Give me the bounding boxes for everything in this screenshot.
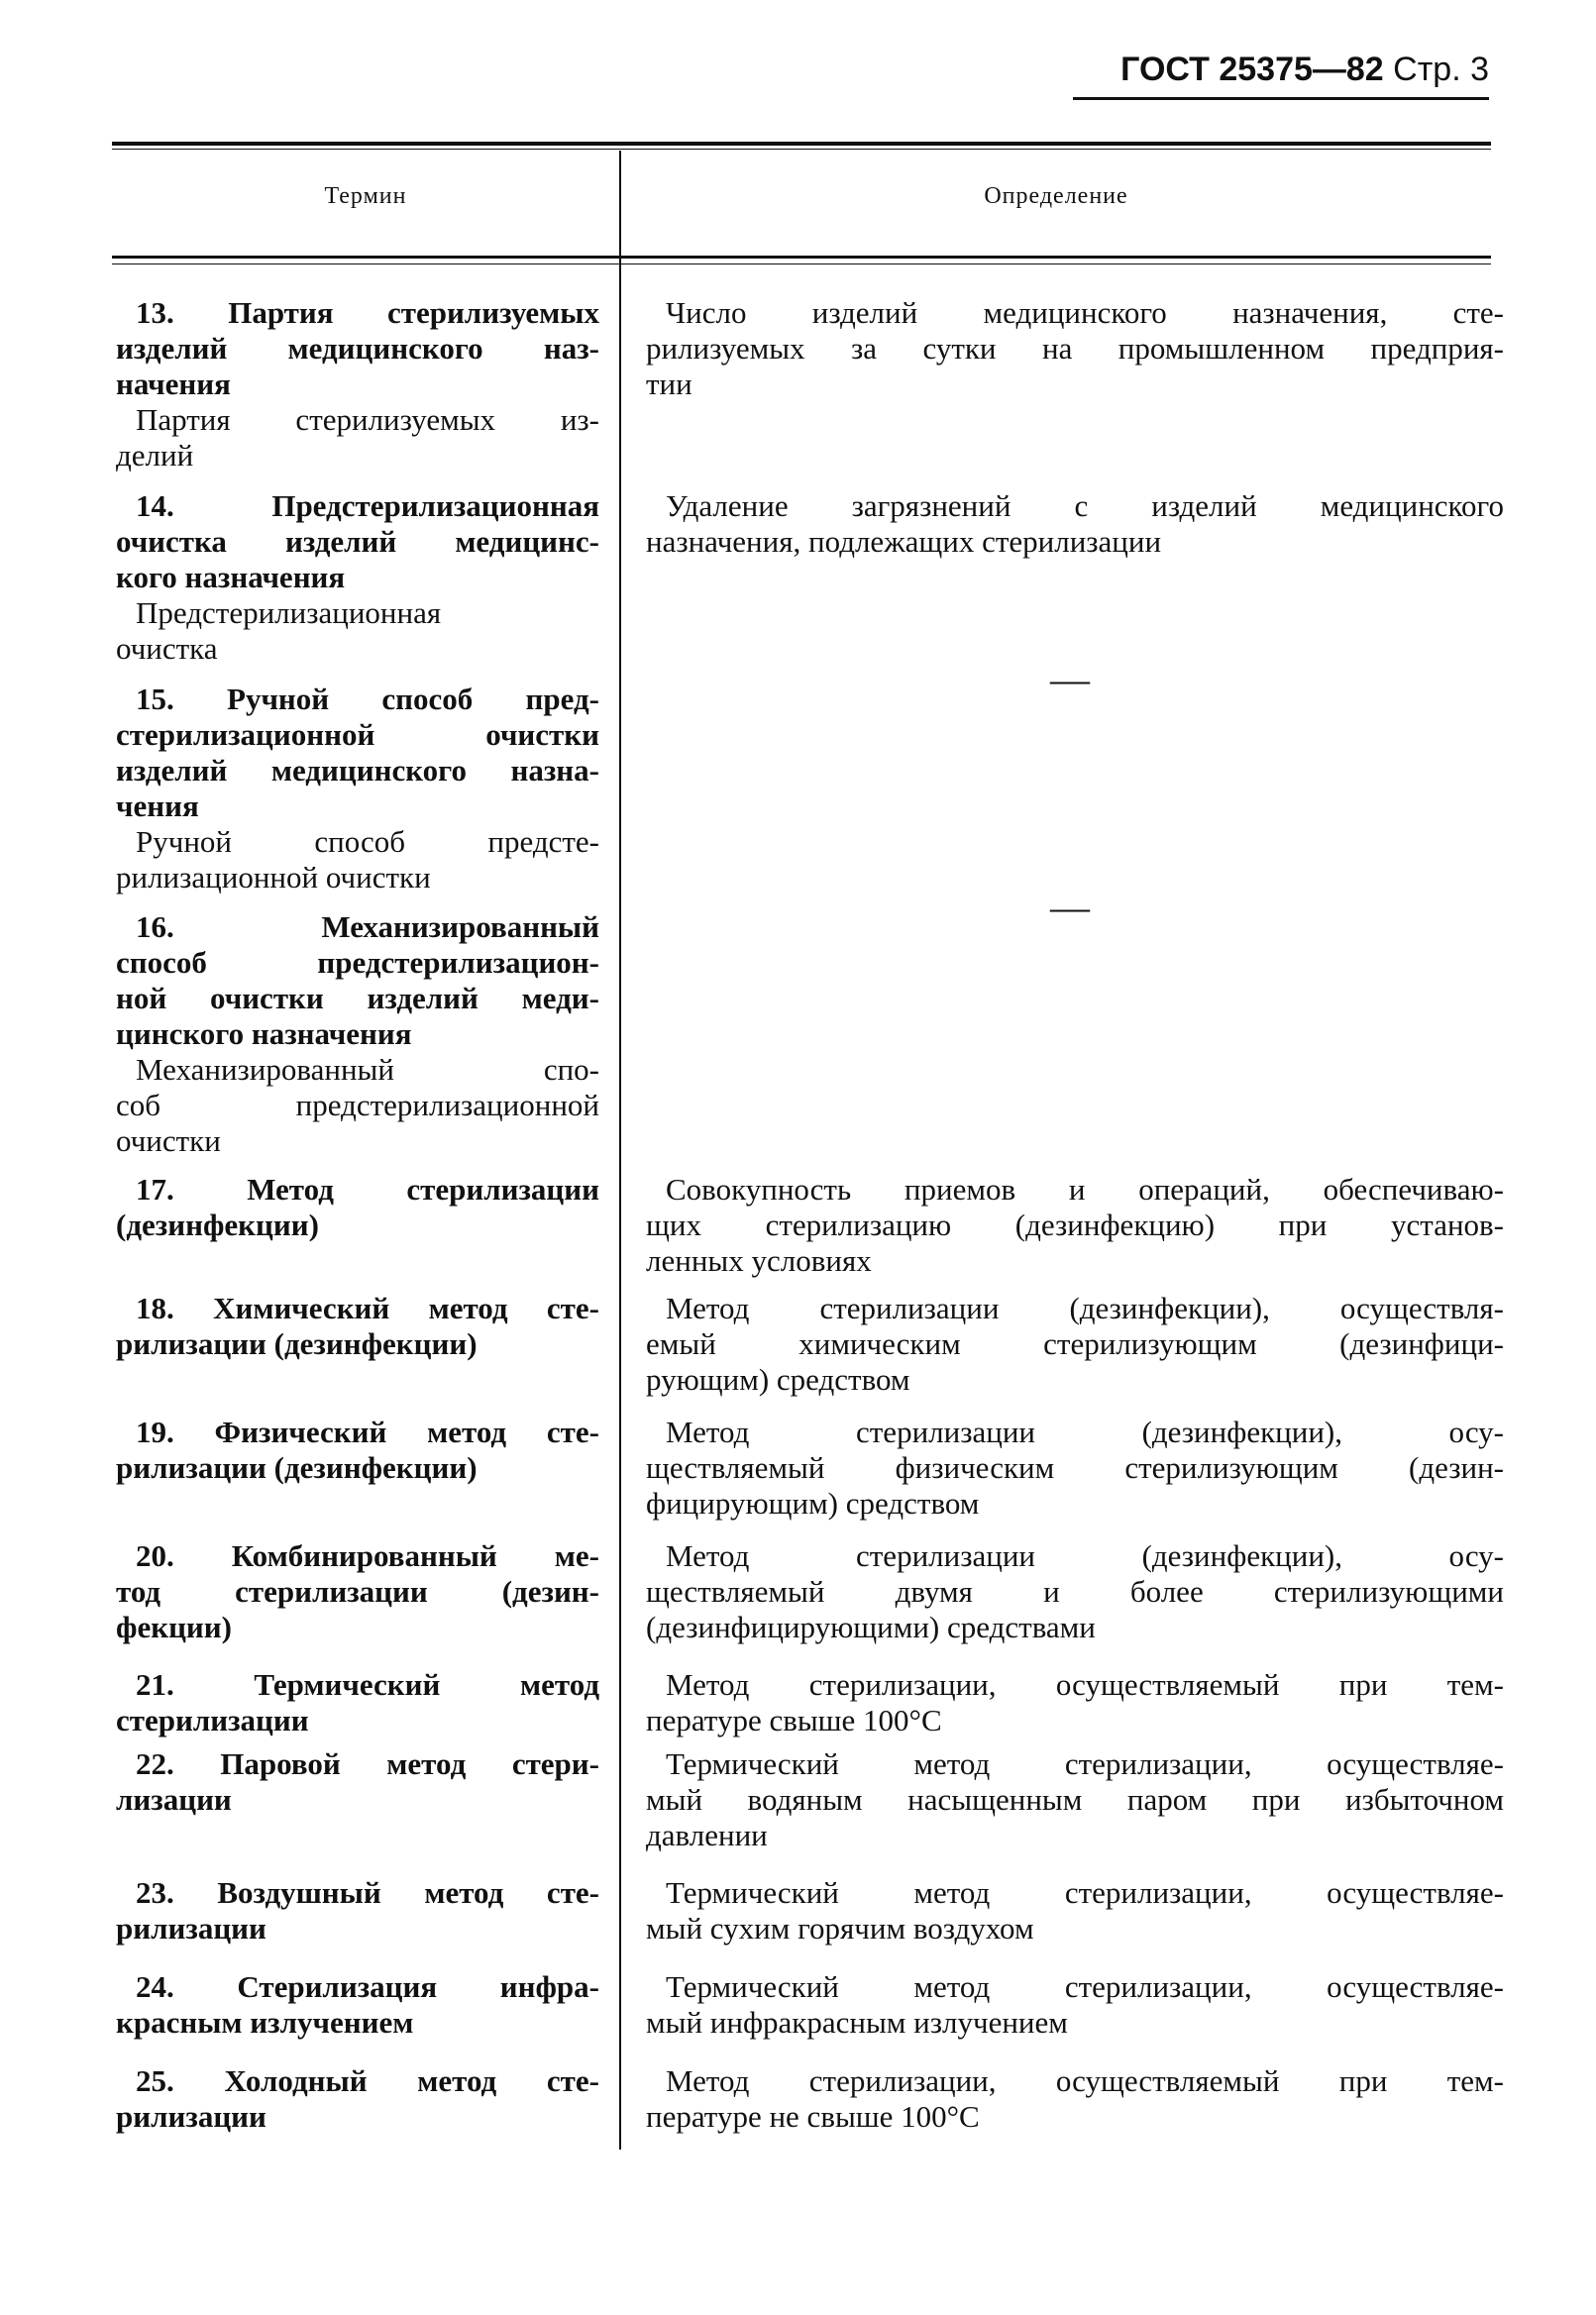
page-number: Стр. 3	[1393, 51, 1489, 88]
term-synonym-line: делий	[116, 438, 194, 473]
definition-line: Удаление загрязнений с изделий медицинского	[666, 488, 1504, 523]
term-line: фекции)	[116, 1610, 232, 1644]
term-line: 24. Стерилизация инфра-	[136, 1969, 599, 2004]
term-synonym-line: соб предстерилизационной	[116, 1088, 599, 1122]
definition-cell	[646, 1969, 1504, 2041]
term-line: лизации	[116, 1782, 232, 1817]
definition-cell	[646, 1538, 1504, 1645]
term-cell	[116, 1172, 599, 1243]
definition-line: (дезинфицирующими) средствами	[646, 1610, 1096, 1644]
column-divider	[619, 151, 621, 2150]
term-cell	[116, 682, 599, 895]
term-line: 21. Термический метод	[136, 1667, 599, 1702]
definition-line: ществляемый физическим стерилизующим (дезин-	[646, 1450, 1504, 1485]
definition-line: рующим) средством	[646, 1362, 910, 1397]
term-line: чения	[116, 789, 199, 823]
definition-cell	[646, 295, 1504, 402]
term-line: 19. Физический метод сте-	[136, 1415, 599, 1449]
term-line: 17. Метод стерилизации	[136, 1172, 599, 1207]
definition-line: давлении	[646, 1818, 768, 1852]
page-header	[1120, 50, 1489, 89]
header-bottom-rule	[112, 256, 1491, 259]
term-line: 14. Предстерилизационная	[136, 488, 599, 523]
term-cell	[116, 909, 599, 1159]
term-line: кого назначения	[116, 560, 346, 594]
term-line: рилизации	[116, 2099, 266, 2134]
definition-cell	[1050, 885, 1110, 929]
definition-line: мый водяным насыщенным паром при избыточном	[646, 1782, 1504, 1817]
term-line: способ предстерилизацион-	[116, 945, 599, 980]
definition-line: емый химическим стерилизующим (дезинфици-	[646, 1326, 1504, 1361]
term-cell	[116, 295, 599, 474]
term-line: 22. Паровой метод стери-	[136, 1746, 599, 1781]
term-line: изделий медицинского наз-	[116, 331, 599, 366]
definition-cell	[646, 1291, 1504, 1398]
definition-line: фицирующим) средством	[646, 1486, 980, 1521]
term-cell	[116, 1538, 599, 1645]
term-synonym-line: рилизационной очистки	[116, 860, 431, 894]
definition-line: мый инфракрасным излучением	[646, 2005, 1068, 2040]
term-line: очистка изделий медицинс-	[116, 524, 599, 559]
definition-line: Метод стерилизации, осуществляемый при тем-	[666, 1667, 1504, 1702]
definition-line: Метод стерилизации, осуществляемый при тем-	[666, 2063, 1504, 2098]
definition-cell	[646, 2063, 1504, 2135]
definition-line: мый сухим горячим воздухом	[646, 1911, 1034, 1946]
term-cell	[116, 1969, 599, 2041]
header-rule	[1073, 97, 1489, 100]
term-line: 20. Комбинированный ме-	[136, 1538, 599, 1573]
definition-cell	[646, 1415, 1504, 1522]
term-synonym-line: Ручной способ предсте-	[136, 824, 599, 859]
definition-line: Термический метод стерилизации, осуществляе-	[666, 1875, 1504, 1910]
term-line: рилизации (дезинфекции)	[116, 1450, 478, 1485]
definition-cell	[646, 1746, 1504, 1853]
table-top-rule-thin	[112, 149, 1491, 150]
definition-line: тии	[646, 367, 692, 401]
definition-cell	[1050, 657, 1110, 701]
term-synonym-line: очистка	[116, 631, 218, 666]
definition-line: Метод стерилизации (дезинфекции), осуществля-	[666, 1291, 1504, 1325]
term-cell	[116, 1667, 599, 1738]
standard-number: ГОСТ 25375—82	[1120, 51, 1384, 88]
definition-line: Совокупность приемов и операций, обеспечиваю-	[666, 1172, 1504, 1207]
term-line: 15. Ручной способ пред-	[136, 682, 599, 716]
definition-cell	[646, 1172, 1504, 1279]
term-cell	[116, 1415, 599, 1486]
term-line: 18. Химический метод сте-	[136, 1291, 599, 1325]
term-line: ной очистки изделий меди-	[116, 981, 599, 1015]
term-synonym-line: Механизированный спо-	[136, 1052, 599, 1087]
table-top-rule	[112, 142, 1491, 146]
term-line: рилизации (дезинфекции)	[116, 1326, 478, 1361]
definition-line: пературе свыше 100°С	[646, 1703, 942, 1737]
term-line: стерилизации	[116, 1703, 309, 1737]
definition-cell	[646, 488, 1504, 560]
term-synonym-line: Партия стерилизуемых из-	[136, 402, 599, 437]
definition-cell	[646, 1875, 1504, 1947]
term-line: начения	[116, 367, 231, 401]
term-cell	[116, 1746, 599, 1818]
term-line: (дезинфекции)	[116, 1208, 319, 1242]
definition-line: Число изделий медицинского назначения, сте-	[666, 295, 1504, 330]
term-line: стерилизационной очистки	[116, 717, 599, 752]
term-synonym-line: Предстерилизационная	[136, 595, 442, 630]
definition-dash: —	[1050, 885, 1090, 929]
definition-line: щих стерилизацию (дезинфекцию) при установ-	[646, 1208, 1504, 1242]
definition-line: ленных условиях	[646, 1243, 872, 1278]
column-header-terms: Термин	[324, 183, 407, 209]
definition-line: Метод стерилизации (дезинфекции), осу-	[666, 1415, 1504, 1449]
definition-line: пературе не свыше 100°С	[646, 2099, 980, 2134]
definition-line: Термический метод стерилизации, осуществляе-	[666, 1746, 1504, 1781]
definition-line: назначения, подлежащих стерилизации	[646, 524, 1162, 559]
term-cell	[116, 1875, 599, 1947]
term-line: красным излучением	[116, 2005, 414, 2040]
term-synonym-line: очистки	[116, 1123, 221, 1158]
term-cell	[116, 488, 599, 667]
term-line: 13. Партия стерилизуемых	[136, 295, 599, 330]
term-line: цинского назначения	[116, 1016, 412, 1051]
term-line: тод стерилизации (дезин-	[116, 1574, 599, 1609]
column-header-definitions: Определение	[984, 183, 1128, 209]
definition-dash: —	[1050, 657, 1090, 701]
definition-line: Метод стерилизации (дезинфекции), осу-	[666, 1538, 1504, 1573]
term-cell	[116, 2063, 599, 2135]
definition-cell	[646, 1667, 1504, 1738]
term-cell	[116, 1291, 599, 1362]
definition-line: рилизуемых за сутки на промышленном предприя-	[646, 331, 1504, 366]
header-bottom-rule-thin	[112, 263, 1491, 264]
term-line: рилизации	[116, 1911, 266, 1946]
definition-line: Термический метод стерилизации, осуществляе-	[666, 1969, 1504, 2004]
term-line: изделий медицинского назна-	[116, 753, 599, 788]
term-line: 16. Механизированный	[136, 909, 599, 944]
term-line: 23. Воздушный метод сте-	[136, 1875, 599, 1910]
term-line: 25. Холодный метод сте-	[136, 2063, 599, 2098]
definition-line: ществляемый двумя и более стерилизующими	[646, 1574, 1504, 1609]
